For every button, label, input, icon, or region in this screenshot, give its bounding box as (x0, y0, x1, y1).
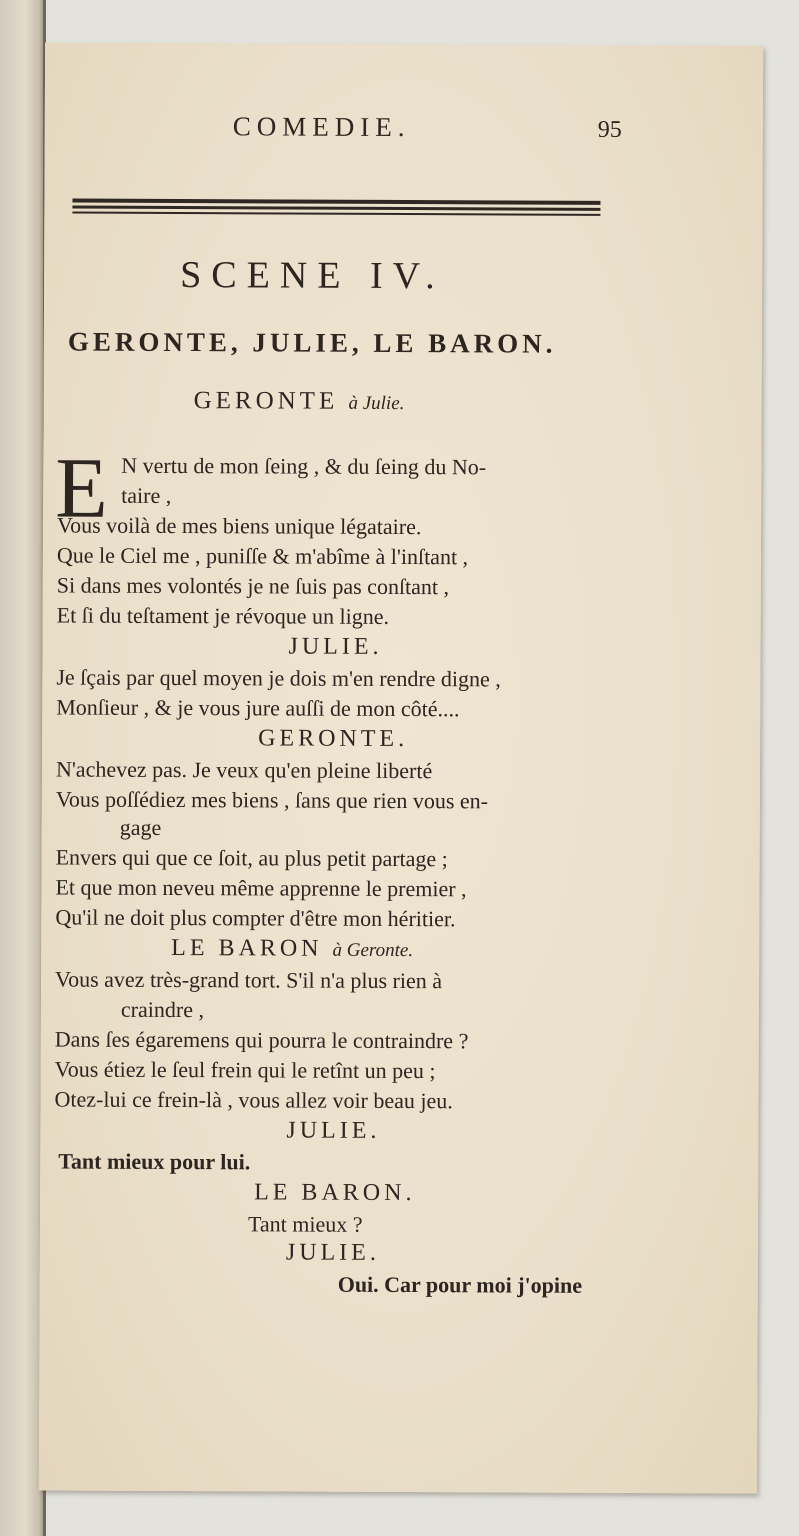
stage-direction: à Julie. (348, 392, 405, 415)
drop-cap: E (55, 439, 108, 536)
verse-line: Et que mon neveu même apprenne le premier , (55, 874, 467, 902)
verse-line: Vous avez très-grand tort. S'il n'a plus rien à (55, 966, 443, 994)
speaker-heading: LE BARON. (254, 1179, 416, 1207)
verse-line: craindre , (120, 996, 205, 1023)
book-page (39, 42, 763, 1493)
ornamental-rule (72, 199, 600, 217)
verse-line: Si dans mes volontés je ne ſuis pas conſtant , (56, 572, 450, 600)
verse-line: Vous voilà de mes biens unique légataire. (57, 512, 422, 540)
verse-line: Que le Ciel me , puniſſe & m'abîme à l'inſtant , (56, 542, 469, 570)
verse-line: Tant mieux ? (247, 1211, 363, 1237)
speaker-heading (171, 935, 413, 963)
page-number: 95 (597, 116, 622, 143)
scene-title: SCENE IV. (180, 254, 445, 298)
speaker-heading: JULIE. (285, 1239, 380, 1266)
character-list: GERONTE, JULIE, LE BARON. (67, 326, 557, 359)
verse-line: taire , (121, 482, 172, 508)
verse-line: Vous poſſédiez mes biens , ſans que rien vous en- (55, 786, 489, 814)
verse-line: Otez-lui ce frein-là , vous allez voir beau jeu. (54, 1086, 453, 1114)
verse-line: Dans ſes égaremens qui pourra le contraindre ? (54, 1026, 469, 1054)
speaker-heading (194, 387, 405, 416)
stage-direction: à Geronte. (332, 939, 414, 962)
verse-line: Tant mieux pour lui. (58, 1148, 251, 1175)
verse-line: N vertu de mon ſeing , & du ſeing du No- (121, 452, 487, 480)
verse-line: Vous étiez le ſeul frein qui le retînt un peu ; (54, 1056, 436, 1084)
verse-line: Et ſi du teſtament je révoque un ligne. (56, 602, 390, 629)
verse-line: Monſieur , & je vous jure auſſi de mon côté.... (56, 694, 460, 722)
speaker-name: LE BARON (171, 934, 323, 962)
verse-line: Je ſçais par quel moyen je dois m'en rendre digne , (56, 664, 501, 692)
speaker-heading: JULIE. (286, 1117, 381, 1144)
speaker-heading: JULIE. (288, 633, 383, 660)
verse-line: N'achevez pas. Je veux qu'en pleine liberté (55, 756, 433, 784)
verse-line: gage (119, 814, 162, 840)
speaker-heading: GERONTE. (258, 725, 409, 753)
verse-line: Envers qui que ce ſoit, au plus petit partage ; (55, 844, 448, 872)
verse-line: Qu'il ne doit plus compter d'être mon héritier. (55, 904, 456, 932)
running-header: COMEDIE. (232, 111, 411, 143)
speaker-name: GERONTE (193, 387, 339, 415)
verse-line: Oui. Car pour moi j'opine (337, 1271, 583, 1298)
